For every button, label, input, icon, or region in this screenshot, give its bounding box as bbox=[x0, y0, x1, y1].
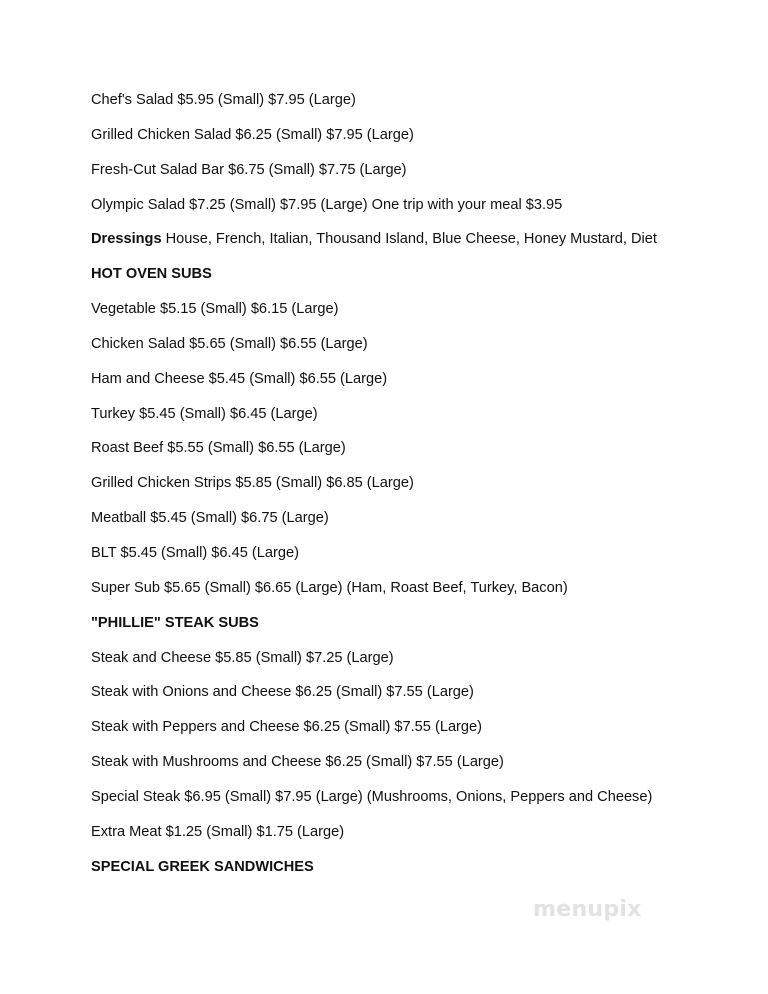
menu-item: Vegetable $5.15 (Small) $6.15 (Large) bbox=[91, 301, 339, 318]
section-heading: HOT OVEN SUBS bbox=[91, 266, 212, 283]
menu-item: Extra Meat $1.25 (Small) $1.75 (Large) bbox=[91, 823, 345, 840]
menu-item: Steak with Onions and Cheese $6.25 (Small) $7.55 (Large) bbox=[91, 684, 474, 701]
menu-item: Steak with Peppers and Cheese $6.25 (Small) $7.55 (Large) bbox=[91, 719, 483, 736]
menu-item: Steak and Cheese $5.85 (Small) $7.25 (Large) bbox=[91, 649, 394, 666]
menu-item: Special Steak $6.95 (Small) $7.95 (Large) (Mushrooms, Onions, Peppers and Cheese) bbox=[91, 788, 653, 805]
menu-item: Chicken Salad $5.65 (Small) $6.55 (Large) bbox=[91, 335, 368, 352]
section-heading: "PHILLIE" STEAK SUBS bbox=[91, 614, 259, 631]
menu-item: Turkey $5.45 (Small) $6.45 (Large) bbox=[91, 405, 318, 422]
menu-item: Ham and Cheese $5.45 (Small) $6.55 (Large) bbox=[91, 370, 388, 387]
section-heading: SPECIAL GREEK SANDWICHES bbox=[91, 858, 314, 875]
menu-item: Meatball $5.45 (Small) $6.75 (Large) bbox=[91, 510, 329, 527]
menu-item: Fresh-Cut Salad Bar $6.75 (Small) $7.75 (Large) bbox=[91, 161, 407, 178]
menu-item: Grilled Chicken Salad $6.25 (Small) $7.95 (Large) bbox=[91, 126, 414, 143]
dressings-label: Dressings bbox=[91, 231, 162, 248]
menupix-watermark: menupix bbox=[533, 897, 642, 922]
menu-item: Super Sub $5.65 (Small) $6.65 (Large) (Ham, Roast Beef, Turkey, Bacon) bbox=[91, 579, 568, 596]
menu-item: Steak with Mushrooms and Cheese $6.25 (Small) $7.55 (Large) bbox=[91, 754, 504, 771]
menu-item: BLT $5.45 (Small) $6.45 (Large) bbox=[91, 544, 299, 561]
menu-item: Roast Beef $5.55 (Small) $6.55 (Large) bbox=[91, 440, 346, 457]
dressings-line bbox=[91, 229, 751, 264]
menu-item: Olympic Salad $7.25 (Small) $7.95 (Large) One trip with your meal $3.95 bbox=[91, 196, 563, 213]
dressings-options: House, French, Italian, Thousand Island, Blue Cheese, Honey Mustard, Diet bbox=[161, 231, 657, 248]
menu-item: Grilled Chicken Strips $5.85 (Small) $6.85 (Large) bbox=[91, 475, 414, 492]
menu-item: Chef's Salad $5.95 (Small) $7.95 (Large) bbox=[91, 92, 356, 108]
menu-page bbox=[91, 90, 751, 891]
